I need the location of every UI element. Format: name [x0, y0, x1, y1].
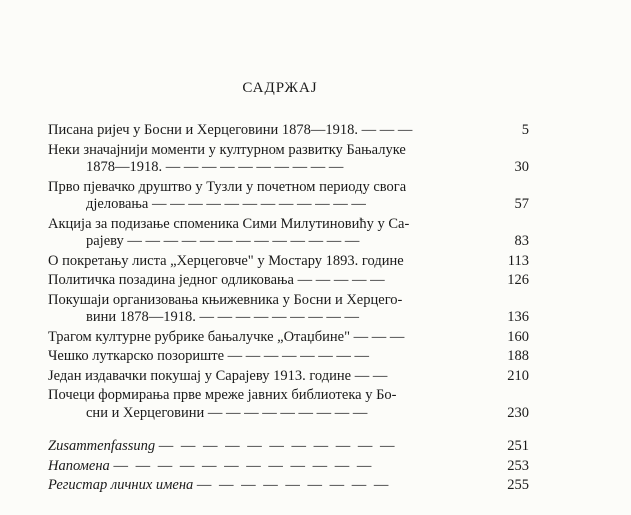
toc-page-number: 113: [507, 252, 529, 269]
toc-entry: [48, 348, 529, 366]
leader-dashes: — — — — — — — — —: [196, 477, 391, 493]
back-matter-label: Регистар личних имена: [48, 477, 194, 493]
toc-page-number: 188: [507, 348, 529, 364]
toc-entry-text: Неки значајнији моменти у културном развитку Бањалуке: [48, 141, 406, 158]
toc-page-number: 126: [507, 272, 529, 288]
toc-page-number: 136: [507, 309, 529, 325]
toc-entry-text-continued: сни и Херцеговини — — — — — — — — —: [86, 404, 368, 421]
toc-entry-text-continued: рајеву — — — — — — — — — — — — —: [86, 233, 360, 249]
toc-page-number: 83: [514, 233, 529, 249]
back-matter-entry: [48, 438, 529, 456]
toc-page-number: 160: [507, 328, 529, 345]
toc-page-number: 5: [521, 122, 529, 138]
back-matter-label: Напомена: [48, 457, 110, 474]
toc-entry: [48, 291, 529, 327]
page-title: САДРЖАЈ: [242, 80, 318, 96]
toc-entry: [48, 141, 529, 177]
toc-page-number: 251: [507, 438, 529, 454]
toc-entry: [48, 178, 529, 214]
toc-entry-text: Један издавачки покушај у Сарајеву 1913. године — —: [48, 367, 388, 384]
back-matter-entry: [48, 457, 529, 476]
toc-entry-text: Прво пјевачко друштво у Тузли у почетном периоду свога: [48, 178, 407, 195]
toc-entry-text: Акција за подизање споменика Сими Милутиновићу у Са-: [48, 215, 410, 232]
toc-page-number: 255: [507, 477, 529, 493]
toc-entry-text-continued: 1878—1918. — — — — — — — — — —: [86, 159, 344, 175]
table-of-contents: [48, 122, 529, 497]
toc-entry-text: Покушаји организовања књижевника у Босни и Херцего-: [48, 291, 403, 308]
toc-page-number: 253: [507, 457, 529, 474]
toc-entry: [48, 215, 529, 251]
back-matter-entry: [48, 477, 529, 495]
back-matter-label: Zusammenfassung: [48, 438, 156, 454]
toc-entry-text: Чешко луткарско позориште — — — — — — — —: [48, 348, 370, 364]
leader-dashes: — — — — — — — — — — —: [158, 438, 397, 454]
back-matter-line: [48, 477, 482, 495]
toc-entry-text: Трагом културне рубрике бањалучке „Отаџбине" — — —: [48, 328, 405, 345]
toc-entry-text-continued: вини 1878—1918. — — — — — — — — —: [86, 309, 360, 325]
section-spacer: [48, 424, 482, 438]
toc-entry-text: Политичка позадина једног одликовања — — — — —: [48, 272, 385, 288]
toc-page-number: 210: [507, 367, 529, 384]
toc-entry: [48, 272, 529, 290]
toc-entry-text: Почеци формирања прве мреже јавних библиотека у Бо-: [48, 387, 397, 403]
toc-entry: [48, 122, 529, 140]
toc-entry: [48, 367, 529, 386]
back-matter-line: [48, 458, 482, 476]
toc-entry: [48, 387, 529, 422]
back-matter-line: [48, 438, 482, 456]
toc-page-number: 230: [507, 404, 529, 421]
toc-page-number: 30: [514, 159, 529, 175]
toc-entry-text: О покретању листа „Херцеговче" у Мостару 1893. године: [48, 252, 404, 269]
toc-entry-text-continued: дјеловања — — — — — — — — — — — —: [86, 196, 366, 212]
toc-page-number: 57: [514, 196, 529, 212]
toc-entry: [48, 328, 529, 347]
leader-dashes: — — — — — — — — — — — —: [113, 457, 374, 474]
toc-entry: [48, 252, 529, 271]
toc-entry-text: Писана ријеч у Босни и Херцеговини 1878—1918. — — —: [48, 122, 413, 138]
